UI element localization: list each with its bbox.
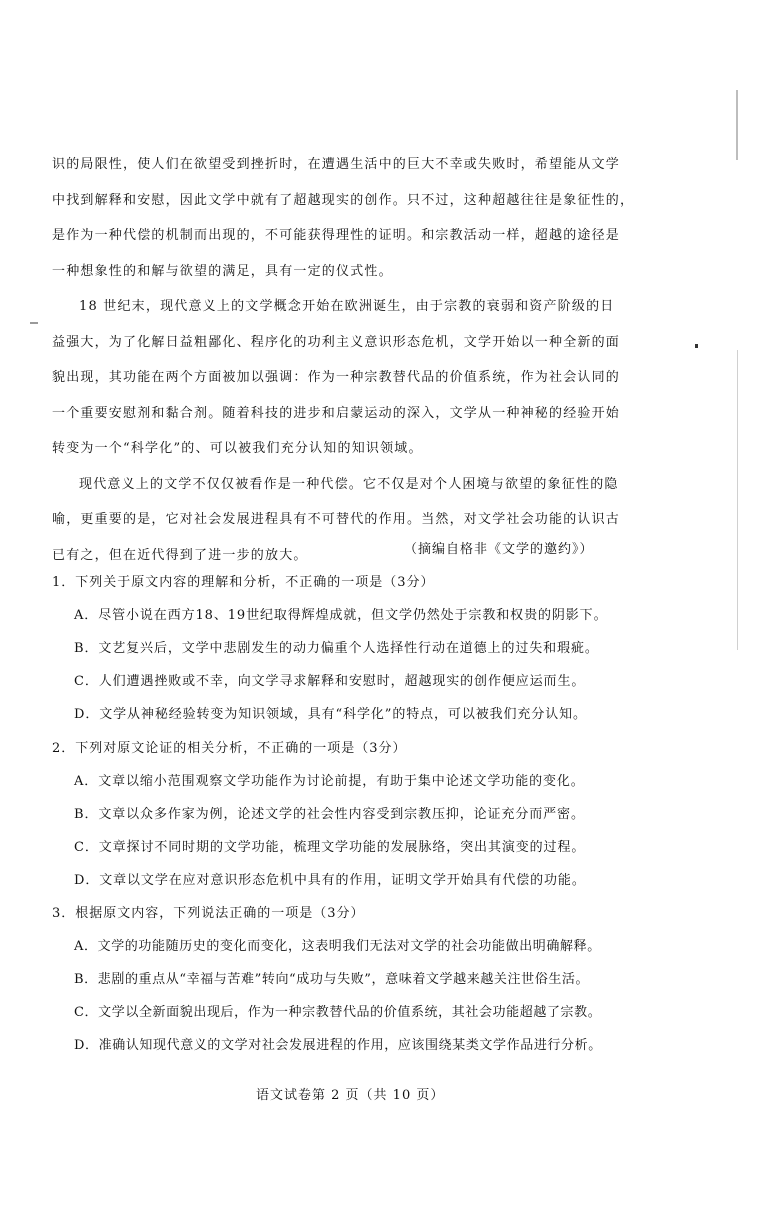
question-option: A．文章以缩小范围观察文学功能作为讨论前提，有助于集中论述文学功能的变化。	[74, 774, 585, 789]
passage-line: 已有之，但在近代得到了进一步的放大。	[52, 547, 308, 563]
passage-line: 貌出现，其功能在两个方面被加以强调：作为一种宗教替代品的价值系统，作为社会认同的	[52, 370, 621, 385]
passage-line: 益强大，为了化解日益粗鄙化、程序化的功利主义意识形态危机，文学开始以一种全新的面	[52, 334, 621, 350]
scan-mark-right-line	[737, 350, 738, 650]
question-stem: 1．下列关于原文内容的理解和分析，不正确的一项是（3分）	[52, 575, 435, 590]
passage-line: 一个重要安慰剂和黏合剂。随着科技的进步和启蒙运动的深入，文学从一种神秘的经验开始	[52, 405, 621, 421]
question-option: D．准确认知现代意义的文学对社会发展进程的作用，应该围绕某类文学作品进行分析。	[74, 1038, 602, 1053]
passage-line: 现代意义上的文学不仅仅被看作是一种代偿。它不仅是对个人困境与欲望的象征性的隐	[79, 476, 619, 492]
passage-line: 一种想象性的和解与欲望的满足，具有一定的仪式性。	[52, 263, 393, 279]
question-option: A．尽管小说在西方18、19世纪取得辉煌成就，但文学仍然处于宗教和权贵的阴影下。	[74, 608, 608, 623]
scan-mark-right-edge	[736, 90, 738, 160]
passage-line: 是作为一种代偿的机制而出现的，不可能获得理性的证明。和宗教活动一样，超越的途径是	[52, 228, 621, 243]
question-stem: 3．根据原文内容，下列说法正确的一项是（3分）	[52, 906, 365, 921]
question-option: C．人们遭遇挫败或不幸，向文学寻求解释和安慰时，超越现实的创作便应运而生。	[74, 674, 586, 689]
question-option: B．文艺复兴后，文学中悲剧发生的动力偏重个人选择性行动在道德上的过失和瑕疵。	[74, 641, 599, 656]
question-stem: 2．下列对原文论证的相关分析，不正确的一项是（3分）	[52, 741, 407, 756]
scan-mark-right-dot	[695, 344, 698, 348]
page-footer: 语文试卷第 2 页（共 10 页）	[256, 1088, 445, 1103]
passage	[52, 157, 635, 584]
question-option: B．文章以众多作家为例，论述文学的社会性内容受到宗教压抑，论证充分而严密。	[74, 807, 585, 822]
passage-line: 识的局限性，使人们在欲望受到挫折时，在遭遇生活中的巨大不幸或失败时，希望能从文学	[52, 157, 621, 172]
passage-line: 中找到解释和安慰，因此文学中就有了超越现实的创作。只不过，这种超越往往是象征性的，	[52, 192, 635, 208]
question-option: C．文章探讨不同时期的文学功能，梳理文学功能的发展脉络，突出其演变的过程。	[74, 840, 586, 855]
question-option: A．文学的功能随历史的变化而变化，这表明我们无法对文学的社会功能做出明确解释。	[74, 939, 601, 954]
question-option: C．文学以全新面貌出现后，作为一种宗教替代品的价值系统，其社会功能超越了宗教。	[74, 1005, 602, 1020]
question-option: D．文章以文学在应对意识形态危机中具有的作用，证明文学开始具有代偿的功能。	[74, 873, 586, 888]
scan-mark-left	[30, 322, 38, 324]
question-option: B．悲剧的重点从“幸福与苦难”转向“成功与失败”，意味着文学越来越关注世俗生活。	[74, 972, 590, 987]
passage-source: （摘编自格非《文学的邀约》）	[404, 542, 594, 557]
question-option: D．文学从神秘经验转变为知识领域，具有“科学化”的特点，可以被我们充分认知。	[74, 707, 587, 722]
passage-line: 转变为一个“科学化”的、可以被我们充分认知的知识领域。	[52, 441, 423, 456]
passage-line: 喻，更重要的是，它对社会发展进程具有不可替代的作用。当然，对文学社会功能的认识古	[52, 512, 621, 527]
passage-line: 18 世纪末，现代意义上的文学概念开始在欧洲诞生，由于宗教的衰弱和资产阶级的日	[79, 299, 615, 314]
